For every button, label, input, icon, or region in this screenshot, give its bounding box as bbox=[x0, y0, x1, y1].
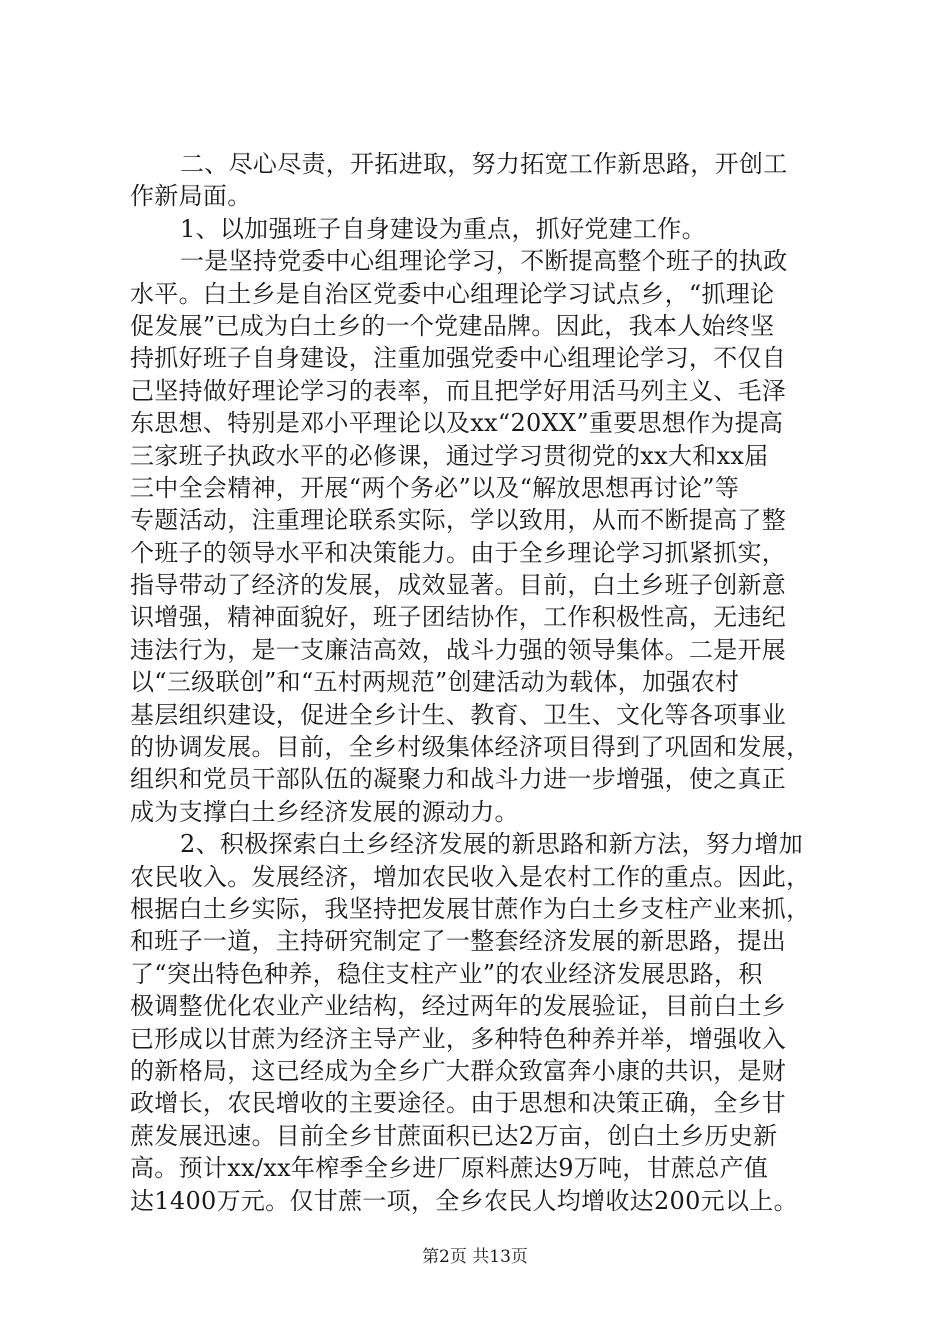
text-line: 政增长，农民增收的主要途径。由于思想和决策正确，全乡甘 bbox=[130, 1089, 787, 1118]
text-line: 东思想、特别是邓小平理论以及xx“20XX”重要思想作为提高 bbox=[130, 409, 784, 438]
text-line: 达1400万元。仅甘蔗一项，全乡农民人均增收达200元以上。 bbox=[130, 1186, 798, 1215]
text-line: 三家班子执政水平的必修课，通过学习贯彻党的xx大和xx届 bbox=[130, 441, 769, 470]
text-line: 1、以加强班子自身建设为重点，抓好党建工作。 bbox=[180, 214, 706, 243]
text-line: 三中全会精神，开展“两个务必”以及“解放思想再讨论”等 bbox=[130, 473, 740, 502]
text-line: 根据白土乡实际，我坚持把发展甘蔗作为白土乡支柱产业来抓， bbox=[130, 894, 811, 923]
text-line: 农民收入。发展经济，增加农民收入是农村工作的重点。因此， bbox=[130, 862, 811, 891]
page-number-footer: 第2页 共13页 bbox=[422, 1247, 528, 1267]
text-line: 高。预计xx/xx年榨季全乡进厂原料蔗达9万吨，甘蔗总产值 bbox=[130, 1154, 769, 1183]
text-line: 持抓好班子自身建设，注重加强党委中心组理论学习，不仅自 bbox=[130, 344, 787, 373]
text-line: 2、积极探索白土乡经济发展的新思路和新方法，努力增加 bbox=[180, 830, 804, 859]
text-line: 识增强，精神面貌好，班子团结协作，工作积极性高，无违纪 bbox=[130, 603, 787, 632]
text-line: 个班子的领导水平和决策能力。由于全乡理论学习抓紧抓实， bbox=[130, 538, 787, 567]
text-line: 和班子一道，主持研究制定了一整套经济发展的新思路，提出 bbox=[130, 927, 787, 956]
text-line: 蔗发展迅速。目前全乡甘蔗面积已达2万亩，创白土乡历史新 bbox=[130, 1121, 778, 1150]
text-line: 成为支撑白土乡经济发展的源动力。 bbox=[130, 797, 519, 826]
text-line: 的新格局，这已经成为全乡广大群众致富奔小康的共识，是财 bbox=[130, 1056, 787, 1085]
text-line: 二、尽心尽责，开拓进取，努力拓宽工作新思路，开创工 bbox=[180, 150, 788, 178]
text-line: 了“突出特色种养，稳住支柱产业”的农业经济发展思路，积 bbox=[130, 959, 763, 988]
text-line: 已形成以甘蔗为经济主导产业，多种特色种养并举，增强收入 bbox=[130, 1024, 787, 1053]
text-line: 水平。白土乡是自治区党委中心组理论学习试点乡，“抓理论 bbox=[130, 279, 775, 308]
text-line: 一是坚持党委中心组理论学习，不断提高整个班子的执政 bbox=[180, 247, 788, 276]
document-body bbox=[130, 148, 830, 1217]
text-line: 的协调发展。目前，全乡村级集体经济项目得到了巩固和发展， bbox=[130, 733, 811, 762]
text-line: 基层组织建设，促进全乡计生、教育、卫生、文化等各项事业 bbox=[130, 700, 787, 729]
text-line: 以“三级联创”和“五村两规范”创建活动为载体，加强农村 bbox=[130, 668, 740, 697]
text-line: 己坚持做好理论学习的表率，而且把学好用活马列主义、毛泽 bbox=[130, 376, 787, 405]
text-line: 极调整优化农业产业结构，经过两年的发展验证，目前白土乡 bbox=[130, 992, 787, 1021]
text-line: 违法行为，是一支廉洁高效，战斗力强的领导集体。二是开展 bbox=[130, 635, 787, 664]
text-line: 作新局面。 bbox=[130, 182, 252, 211]
text-line: 指导带动了经济的发展，成效显著。目前，白土乡班子创新意 bbox=[130, 571, 787, 600]
text-line: 专题活动，注重理论联系实际，学以致用，从而不断提高了整 bbox=[130, 506, 787, 535]
text-line: 组织和党员干部队伍的凝聚力和战斗力进一步增强，使之真正 bbox=[130, 765, 787, 794]
text-line: 促发展”已成为白土乡的一个党建品牌。因此，我本人始终坚 bbox=[130, 311, 775, 340]
